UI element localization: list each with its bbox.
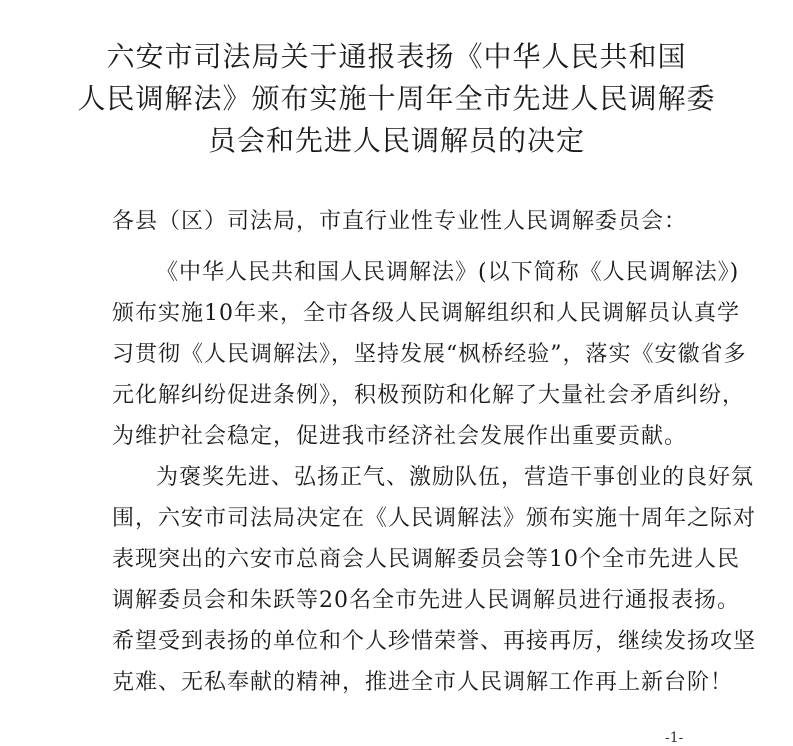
paragraph-2-line: 希望受到表扬的单位和个人珍惜荣誉、再接再厉，继续发扬攻坚 — [112, 629, 757, 654]
title-line-1: 六安市司法局关于通报表扬《中华人民共和国 — [106, 40, 687, 73]
title-line-3: 员会和先进人民调解员的决定 — [207, 124, 585, 157]
title-line-2: 人民调解法》颁布实施十周年全市先进人民调解委 — [77, 82, 716, 115]
paragraph-2-line: 围，六安市司法局决定在《人民调解法》颁布实施十周年之际对 — [112, 506, 757, 531]
paragraph-2-line: 克难、无私奉献的精神，推进全市人民调解工作再上新台阶！ — [112, 670, 734, 695]
paragraph-1-line: 为维护社会稳定，促进我市经济社会发展作出重要贡献。 — [112, 424, 688, 449]
paragraph-1 — [112, 252, 747, 457]
paragraph-1-line: 颁布实施10年来，全市各级人民调解组织和人民调解员认真学 — [112, 301, 740, 326]
page-number: -1- — [665, 730, 684, 746]
salutation-text: 各县（区）司法局，市直行业性专业性人民调解委员会： — [112, 209, 688, 234]
paragraph-2-line: 为褒奖先进、弘扬正气、激励队伍，营造干事创业的良好氛 — [156, 465, 755, 490]
paragraph-1-line: 《中华人民共和国人民调解法》(以下简称《人民调解法》) — [156, 260, 740, 285]
document-title — [60, 36, 733, 162]
paragraph-2-line: 调解委员会和朱跃等20名全市先进人民调解员进行通报表扬。 — [112, 588, 740, 613]
paragraph-1-line: 习贯彻《人民调解法》，坚持发展“枫桥经验”，落实《安徽省多 — [112, 342, 747, 367]
paragraph-2-line: 表现突出的六安市总商会人民调解委员会等10个全市先进人民 — [112, 547, 740, 572]
paragraph-2 — [112, 457, 757, 703]
salutation — [112, 201, 702, 242]
paragraph-1-line: 元化解纠纷促进条例》，积极预防和化解了大量社会矛盾纠纷， — [112, 383, 746, 408]
